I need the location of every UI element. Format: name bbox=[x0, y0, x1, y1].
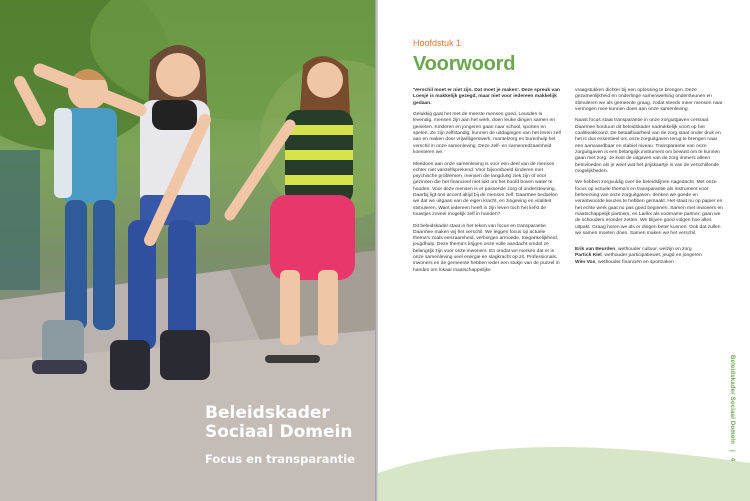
paragraph: Gelukkig gaat het met de meeste mensen goed. Leusden is levendig, mensen zijn aan het werk, doen leuke dingen samen en genieten. Kinderen en jongeren gaan naar school, sporten en spelen. Ze zijn zelfstandig, kunnen de uitdagingen van het leven zelf aan en maken door vrijwilligerswerk, mantelzorg en burenhulp het verschil in onze samenleving. Deze zelf- en samenredzaamheid koesteren we. bbox=[413, 112, 561, 155]
page-title: Voorwoord bbox=[413, 53, 516, 75]
intro-paragraph: 'Verschil moet er niet zijn. Dat moet je maken'. Deze spreuk van Loesje is makkelijk gezegd, maar niet voor iedereen makkelijk gedaan. bbox=[413, 88, 560, 106]
paragraph: Meedoen aan onze samenleving is voor een deel van de mensen echter niet vanzelfsprekend. Voor bijvoorbeeld kinderen met psychische problemen, mensen die langdurig ziek zijn of voor gezinnen die het financieel niet lukt om het hoofd boven water te houden. Voor deze mensen is er passende zorg of ondersteuning. Daarbij ligt ons accent altijd bij de mensen zelf. Daarmee bedoelen we dat we uitgaan van de eigen kracht, en zingeving en vitaliteit stimuleren. Want iedereen heeft in zijn leven toch het liefst de touwtjes zoveel mogelijk zelf in handen? bbox=[413, 161, 558, 217]
foreword-page bbox=[378, 0, 750, 501]
cover-subtitle: Focus en transparantie bbox=[205, 452, 355, 466]
signatures bbox=[575, 247, 725, 266]
paragraph: vraagstukken dichter bij een oplossing te brengen. Deze gezamenlijkheid en onderlinge samenwerking ondersteunen en stimuleren we als gemeente graag, zodat steeds meer mensen naar vermogen mee kunnen doen aan onze samenleving. bbox=[575, 88, 723, 112]
cover-title-line2: Sociaal Domein bbox=[205, 422, 353, 442]
footer-separator: | bbox=[729, 449, 735, 452]
text-column-2 bbox=[575, 88, 725, 266]
text-column-1 bbox=[413, 88, 563, 279]
running-footer-text: Beleidskader Sociaal Domein bbox=[729, 355, 735, 445]
signature-line: Wim Vos, wethouder financiën en sportzaken bbox=[575, 259, 674, 265]
paragraph: Naast focus staat transparantie in onze zorguitgaven centraal. Daarmee borduurt dit beleidskader nadrukkelijk voort op het coalitieakkoord. De betaalbaarheid van de zorg staat onder druk en het is dus essentieel om onze zorguitgaven terug te brengen naar een aanvaardbaar en stabiel niveau. Transparantie van onze zorguitgaven is een belangrijk instrument om bewust om te kunnen gaan met zorg. Je kunt de uitgaven van de zorg immers alleen beïnvloeden als je weet wat het prijskaartje is van de verschillende mogelijkheden. bbox=[575, 118, 721, 174]
page-number: 4 bbox=[729, 457, 735, 462]
footer-wave bbox=[378, 433, 750, 501]
cover-title-line1: Beleidskader bbox=[205, 403, 330, 423]
signature-line: Partick Kiel, wethouder participatiewet, jeugd en jongeren bbox=[575, 253, 702, 259]
paragraph: We hebben zorgvuldig over de beleidslijnen nagedacht. Met onze focus op actuele thema's en transparantie als instrument voor beheersing van onze zorguitgaven, denken we goede en verantwoorde keuzes te hebben gemaakt. Het staat nu op papier en het echte werk gaat nu pas goed beginnen. Samen met inwoners en maatschappelijk partners, en Larikx als voorname partner, gaan we de schouders eronder zetten. We blijven goed volgen hoe alles uitpakt. Graag horen we als er dingen beter kunnen. Ook dat zullen we samen moeten doen. Samen maken we het verschil. bbox=[575, 180, 723, 236]
signature-line: Erik van Beurden, wethouder cultuur, welzijn en zorg bbox=[575, 247, 692, 253]
running-footer bbox=[729, 355, 735, 461]
paragraph: Dit beleidskader staat in het teken van focus en transparantie. Daarmee maken wij het verschil. We leggen focus op actuele thema's zoals eenzaamheid, verborgen armoede, toegankelijkheid, jeugdhulp. Deze thema's krijgen onze volle aandacht omdat ze belangrijk zijn voor onze inwoners. En omdat we merken dat er in onze samenleving veel energie en slagkracht op zit. Professionals, inwoners en de gemeente hebben ieder een stukje van de puzzel in handen om lokaal maatschappelijke bbox=[413, 223, 560, 273]
chapter-label: Hoofdstuk 1 bbox=[413, 38, 462, 48]
cover-caption bbox=[205, 404, 375, 466]
